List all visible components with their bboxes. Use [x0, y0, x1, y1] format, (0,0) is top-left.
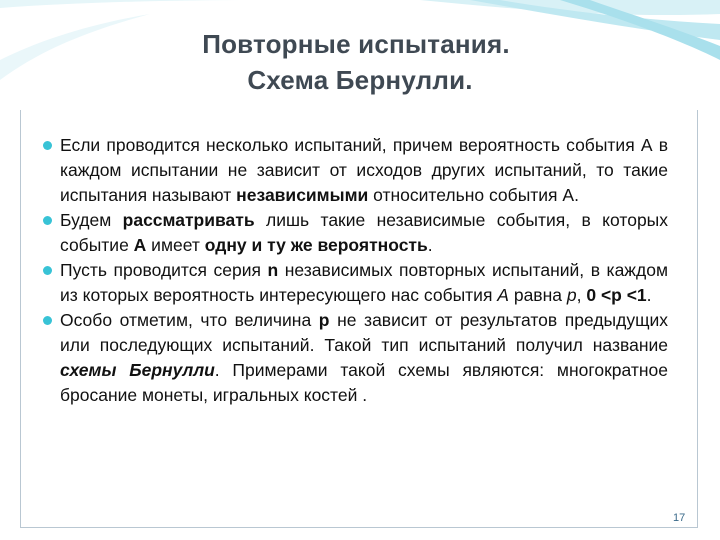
text-run: лишь такие независимые события, в которых событие — [60, 210, 669, 255]
text-run: имеет — [146, 235, 205, 255]
italic-term: р — [566, 285, 577, 305]
text-run: Если проводится несколько испытаний, причем вероятность события А в каждом испытании не зависит от исходов других испытаний, то такие испытания называют — [60, 135, 668, 205]
text-run: Будем — [60, 210, 123, 230]
text-run: Особо отметим, что величина — [60, 310, 319, 330]
bold-term: независимыми — [236, 185, 369, 205]
text-run: . Примерами такой схемы являются: многократное бросание монеты, игральных костей . — [60, 360, 668, 405]
page-number: 17 — [673, 512, 686, 524]
bullet-item — [40, 208, 668, 258]
text-run: независимых повторных испытаний, в каждом из которых вероятность интересующего нас события — [60, 260, 668, 305]
text-run: . — [427, 235, 433, 255]
bullet-item — [40, 133, 668, 208]
bold-italic-term: схемы Бернулли — [60, 360, 215, 380]
bullet-item — [40, 308, 668, 408]
bold-term: А — [133, 235, 147, 255]
italic-term: А — [497, 285, 509, 305]
bullet-dot-icon — [43, 266, 52, 275]
bold-term: одну и ту же вероятность — [204, 235, 428, 255]
bullet-list — [40, 133, 668, 408]
bullet-dot-icon — [43, 216, 52, 225]
bold-term: р — [318, 310, 330, 330]
bullet-item — [40, 258, 668, 308]
text-run: , — [576, 285, 587, 305]
bold-term: рассматривать — [122, 210, 255, 230]
slide-title — [0, 26, 720, 98]
text-run: равна — [508, 285, 567, 305]
text-run: . — [646, 285, 652, 305]
bullet-dot-icon — [43, 316, 52, 325]
bullet-dot-icon — [43, 141, 52, 150]
text-run: относительно события А. — [368, 185, 579, 205]
bold-term: n — [267, 260, 279, 280]
text-run: Пусть проводится серия — [60, 260, 268, 280]
bold-term: 0 <p <1 — [586, 285, 647, 305]
title-line-2: Схема Бернулли. — [247, 65, 473, 95]
text-run: не зависит от результатов предыдущих или последующих испытаний. Такой тип испытаний получил название — [60, 310, 668, 355]
title-line-1: Повторные испытания. — [202, 29, 510, 59]
